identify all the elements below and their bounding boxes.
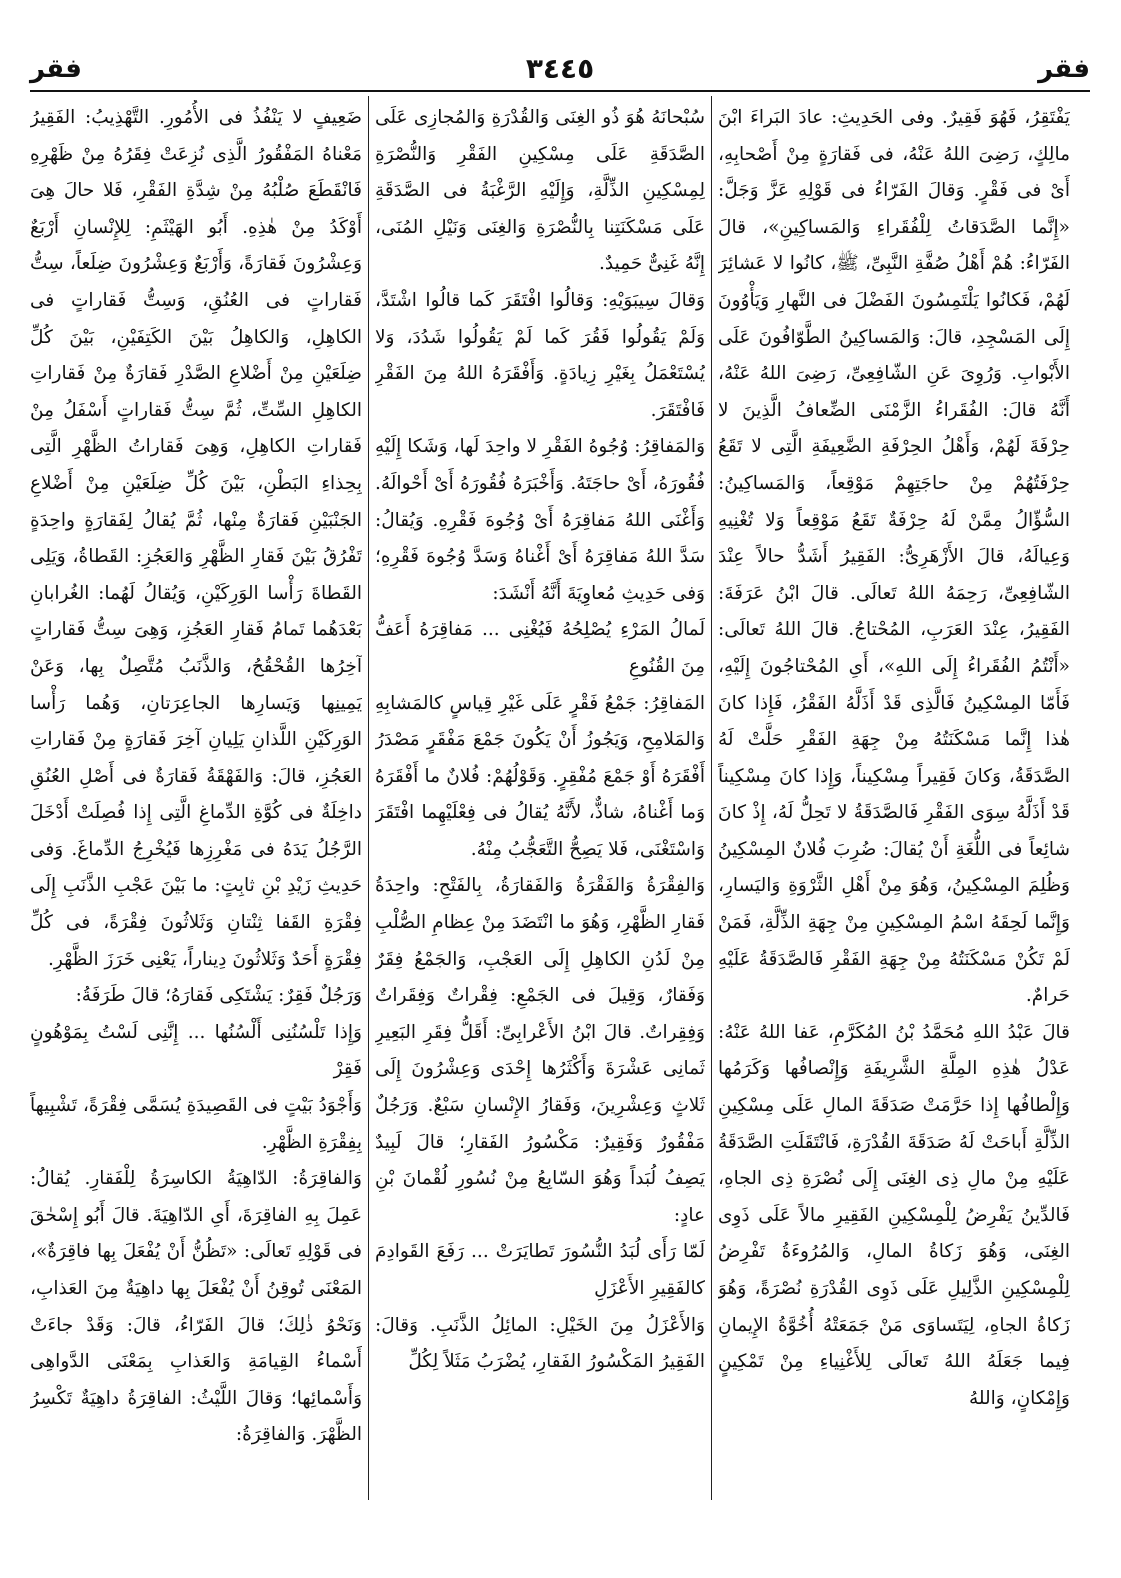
text-column-right xyxy=(718,100,1070,1500)
verse: لَمالُ المَرْءِ يُصْلِحُهُ فَيُغْنِى ... مَفاقِرَهُ أَعَفُّ مِنَ القُنُوعِ xyxy=(375,619,705,677)
column-divider xyxy=(368,96,369,1500)
paragraph: وَقالَ سِيبَوَيْهِ: وَقالُوا افْتَقَرَ كَما قالُوا اشْتَدَّ، وَلَمْ يَقُولُوا فَقُرَ كَما لَمْ يَقُولُوا شَدُدَ، وَلا يُسْتَعْمَلُ بِغَيْرِ زِيادَةٍ. وَأَفْقَرَهُ اللهُ مِنَ الفَقْرِ فَافْتَقَرَ. xyxy=(375,289,705,421)
verse: لَمّا رَأَى لُبَدُ النُّسُورَ تَطايَرَتْ ... رَفَعَ القَوادِمَ كالفَقِيرِ الأَعْزَلِ xyxy=(375,1241,705,1299)
paragraph: وَرَجُلٌ فَقِرٌ: يَشْتَكِى فَقارَهُ؛ قالَ طَرَفَةُ: xyxy=(75,985,362,1007)
header-rule xyxy=(30,90,1090,92)
paragraph: وَالفاقِرَةُ: الدّاهِيَةُ الكاسِرَةُ لِلْفَقارِ. يُقالُ: عَمِلَ بِهِ الفاقِرَةَ، أَىِ الدّاهِيَةَ. قالَ أَبُو إِسْحٰقَ فى قَوْلِهِ تَعالَى: «تَظُنُّ أَنْ يُفْعَلَ بِها فاقِرَةٌ»، المَعْنَى تُوقِنُ أَنْ يُفْعَلَ بِها داهِيَةٌ مِنَ العَذابِ، وَنَحْوُ ذٰلِكَ؛ قالَ الفَرّاءُ، قالَ: وَقَدْ جاءَتْ أَسْماءُ القِيامَةِ وَالعَذابِ بِمَعْنَى الدَّواهِى وَأَسْمائِها؛ وَقالَ اللَّيْثُ: الفاقِرَةُ داهِيَةٌ تَكْسِرُ الظَّهْرَ. وَالفاقِرَةُ: xyxy=(30,1168,362,1446)
page-header xyxy=(30,50,1090,90)
paragraph: وَالمَفاقِرُ: وُجُوهُ الفَقْرِ لا واحِدَ لَها، وَشَكا إِلَيْهِ فُقُورَهُ، أَىْ حاجَتَهُ. وَأَخْبَرَهُ فُقُورَهُ أَىْ أَحْوالَهُ. وَأَغْنَى اللهُ مَفاقِرَهُ أَىْ وُجُوهَ فَقْرِهِ. وَيُقالُ: سَدَّ اللهُ مَفاقِرَهُ أَىْ أَغْناهُ وَسَدَّ وُجُوهَ فَقْرِهِ؛ وَفى حَدِيثِ مُعاوِيَةَ أَنَّهُ أَنْشَدَ: xyxy=(375,436,705,604)
paragraph: وَالأَعْزَلُ مِنَ الخَيْلِ: المائِلُ الذَّنَبِ. وَقالَ: الفَقِيرُ المَكْسُورُ الفَقارِ، يُضْرَبُ مَثَلاً لِكُلِّ xyxy=(375,1314,705,1373)
paragraph: قالَ عَبْدُ اللهِ مُحَمَّدُ بْنُ المُكَرَّمِ، عَفا اللهُ عَنْهُ: عَدْلُ هٰذِهِ المِلَّةِ الشَّرِيفَةِ وَإِنْصافُها وَكَرَمُها وَإِلْطافُها إِذا حَرَّمَتْ صَدَقَةَ المالِ عَلَى مِسْكِينِ الذِّلَّةِ أَباحَتْ لَهُ صَدَقَةَ القُدْرَةِ، فَانْتَقَلَتِ الصَّدَقَةُ عَلَيْهِ مِنْ مالِ ذِى الغِنَى إِلَى نُصْرَةِ ذِى الجاهِ، فَالدِّينُ يَفْرِضُ لِلْمِسْكِينِ الفَقِيرِ مالاً عَلَى ذَوِى الغِنَى، وَهُوَ زَكاةُ المالِ، وَالمُرُوءَةُ تَفْرِضُ لِلْمِسْكِينِ الذَّلِيلِ عَلَى ذَوِى القُدْرَةِ نُصْرَةً، وَهُوَ زَكاةُ الجاهِ، لِيَتَساوَى مَنْ جَمَعَتْهُ أُخُوَّةُ الإِيمانِ فِيما جَعَلَهُ اللهُ تَعالَى لِلأَغْنِياءِ مِنْ تَمْكِينٍ وَإِمْكانٍ، وَاللهُ xyxy=(718,1021,1070,1409)
column-divider xyxy=(711,96,712,1500)
paragraph: ضَعِيفٍ لا يَنْفُذُ فى الأُمُورِ. التَّهْذِيبُ: الفَقِيرُ مَعْناهُ المَفْقُورُ الَّذِى نُزِعَتْ فِقَرُهُ مِنْ ظَهْرِهِ فَانْقَطَعَ صُلْبُهُ مِنْ شِدَّةِ الفَقْرِ، فَلا حالَ هِىَ أَوْكَدُ مِنْ هٰذِهِ. أَبُو الهَيْثَمِ: لِلإِنْسانِ أَرْبَعٌ وَعِشْرُونَ فَقارَةً، وَأَرْبَعٌ وَعِشْرُونَ ضِلَعاً، سِتُّ فَقاراتٍ فى العُنُقِ، وَسِتُّ فَقاراتٍ فى الكاهِلِ، وَالكاهِلُ بَيْنَ الكَتِفَيْنِ، بَيْنَ كُلِّ ضِلَعَيْنِ مِنْ أَضْلاعِ الصَّدْرِ فَقارَةٌ مِنْ فَقاراتِ الكاهِلِ السِّتِّ، ثُمَّ سِتُّ فَقاراتٍ أَسْفَلُ مِنْ فَقاراتِ الكاهِلِ، وَهِىَ فَقاراتُ الظَّهْرِ الَّتِى بِحِذاءِ البَطْنِ، بَيْنَ كُلِّ ضِلَعَيْنِ مِنْ أَضْلاعِ الجَنْبَيْنِ فَقارَةٌ مِنْها، ثُمَّ يُقالُ لِفَقارَةٍ واحِدَةٍ تَفْرُقُ بَيْنَ فَقارِ الظَّهْرِ وَالعَجُزِ: القَطاةُ، وَيَلِى القَطاةَ رَأْسا الوَرِكَيْنِ، وَيُقالُ لَهُما: الغُرابانِ بَعْدَهُما تَمامُ فَقارِ العَجُزِ، وَهِىَ سِتُّ فَقاراتٍ آخِرُها القُحْقُحُ، وَالذَّنَبُ مُتَّصِلٌ بِها، وَعَنْ يَمِينِها وَيَسارِها الجاعِرَتانِ، وَهُما رَأْسا الوَرِكَيْنِ اللَّذانِ يَلِيانِ آخِرَ فَقارَةٍ مِنْ فَقاراتِ العَجُزِ، قالَ: وَالفَهْقَةُ فَقارَةٌ فى أَصْلِ العُنُقِ داخِلَةٌ فى كُوَّةِ الدِّماغِ الَّتِى إِذا فُصِلَتْ أَدْخَلَ الرَّجُلُ يَدَهُ فى مَغْرِزِها فَيُخْرِجُ الدِّماغَ. وَفى حَدِيثِ زَيْدِ بْنِ ثابِتٍ: ما بَيْنَ عَجْبِ الذَّنَبِ إِلَى فِقْرَةِ القَفا ثِنْتانِ وَثَلاثُونَ فِقْرَةً، فى كُلِّ فِقْرَةٍ أَحَدٌ وَثَلاثُونَ دِيناراً، يَعْنِى خَرَزَ الظَّهْرِ. xyxy=(30,107,362,970)
paragraph: يَفْتَقِرُ، فَهُوَ فَقِيرٌ. وفى الحَدِيثِ: عادَ البَراءَ ابْنَ مالِكٍ، رَضِىَ اللهُ عَنْهُ، فى فَقارَةٍ مِنْ أَصْحابِهِ، أَىْ فى فَقْرٍ. وَقالَ الفَرّاءُ فى قَوْلِهِ عَزَّ وَجَلَّ: «إِنَّما الصَّدَقاتُ لِلْفُقَراءِ وَالمَساكِينِ»، قالَ الفَرّاءُ: هُمْ أَهْلُ صُفَّةِ النَّبِىِّ، ﷺ، كانُوا لا عَشائِرَ لَهُمْ، فَكانُوا يَلْتَمِسُونَ الفَضْلَ فى النَّهارِ وَيَأْوُونَ إِلَى المَسْجِدِ، قالَ: وَالمَساكِينُ الطَّوّافُونَ عَلَى الأَبْوابِ. وَرُوِىَ عَنِ الشّافِعِىِّ، رَضِىَ اللهُ عَنْهُ، أَنَّهُ قالَ: الفُقَراءُ الزَّمْنَى الضِّعافُ الَّذِينَ لا حِرْفَةَ لَهُمْ، وَأَهْلُ الحِرْفَةِ الضَّعِيفَةِ الَّتِى لا تَقَعُ حِرْفَتُهُمْ مِنْ حاجَتِهِمْ مَوْقِعاً، وَالمَساكِينُ: السُّؤّالُ مِمَّنْ لَهُ حِرْفَةٌ تَقَعُ مَوْقِعاً وَلا تُغْنِيهِ وَعِيالَهُ، قالَ الأَزْهَرِىُّ: الفَقِيرُ أَشَدُّ حالاً عِنْدَ الشّافِعِىِّ، رَحِمَهُ اللهُ تَعالَى. قالَ ابْنُ عَرَفَةَ: الفَقِيرُ، عِنْدَ العَرَبِ، المُحْتاجُ. قالَ اللهُ تَعالَى: «أَنْتُمُ الفُقَراءُ إِلَى اللهِ»، أَىِ المُحْتاجُونَ إِلَيْهِ، فَأَمّا المِسْكِينُ فَالَّذِى قَدْ أَذَلَّهُ الفَقْرُ، فَإِذا كانَ هٰذا إِنَّما مَسْكَنَتُهُ مِنْ جِهَةِ الفَقْرِ حَلَّتْ لَهُ الصَّدَقَةُ، وَكانَ فَقِيراً مِسْكِيناً، وَإِذا كانَ مِسْكِيناً قَدْ أَذَلَّهُ سِوَى الفَقْرِ فَالصَّدَقَةُ لا تَحِلُّ لَهُ، إِذْ كانَ شائِعاً فى اللُّغَةِ أَنْ يُقالَ: ضُرِبَ فُلانٌ المِسْكِينُ وَظُلِمَ المِسْكِينُ، وَهُوَ مِنْ أَهْلِ الثَّرْوَةِ وَاليَسارِ، وَإِنَّما لَحِقَهُ اسْمُ المِسْكِينِ مِنْ جِهَةِ الذِّلَّةِ، فَمَنْ لَمْ تَكُنْ مَسْكَنَتُهُ مِنْ جِهَةِ الفَقْرِ فَالصَّدَقَةُ عَلَيْهِ حَرامٌ. xyxy=(718,107,1070,1007)
text-column-left xyxy=(30,100,362,1500)
paragraph: المَفاقِرُ: جَمْعُ فَقْرٍ عَلَى غَيْرِ قِياسٍ كالمَشابِهِ وَالمَلامِحِ، وَيَجُوزُ أَنْ يَكُونَ جَمْعَ مَفْقَرٍ مَصْدَرُ أَفْقَرَهُ أَوْ جَمْعَ مُفْقِرٍ. وَقَوْلُهُمْ: فُلانٌ ما أَفْقَرَهُ وَما أَغْناهُ، شاذٌّ، لأَنَّهُ يُقالُ فى فِعْلَيْهِما افْتَقَرَ وَاسْتَغْنَى، فَلا يَصِحُّ التَّعَجُّبُ مِنْهُ. xyxy=(375,692,705,860)
page-number: ٣٤٤٥ xyxy=(525,52,595,85)
verse: وَإِذا تَلْسُنُنِى أَلْسُنُها ... إِنَّنِى لَسْتُ بِمَوْهُونٍ فَقِرْ xyxy=(30,1021,362,1080)
right-running-headword: فقر xyxy=(1038,54,1090,84)
left-running-headword: فقر xyxy=(30,54,82,84)
paragraph: وَالفِقْرَةُ وَالفَقْرَةُ وَالفَقارَةُ، بِالفَتْحِ: واحِدَةُ فَقارِ الظَّهْرِ، وَهُوَ ما انْتَضَدَ مِنْ عِظامِ الصُّلْبِ مِنْ لَدُنِ الكاهِلِ إِلَى العَجْبِ، وَالجَمْعُ فِقَرٌ وَفَقارٌ، وَقِيلَ فى الجَمْعِ: فِقْراتٌ وَفِقَراتٌ وَفِقِراتٌ. قالَ ابْنُ الأَعْرابِىِّ: أَقَلُّ فِقَرِ البَعِيرِ ثَمانِى عَشْرَةَ وَأَكْثَرُها إِحْدَى وَعِشْرُونَ إِلَى ثَلاثٍ وَعِشْرِينَ، وَفَقارُ الإِنْسانِ سَبْعٌ. وَرَجُلٌ مَفْقُورٌ وَفَقِيرٌ: مَكْسُورُ الفَقارِ؛ قالَ لَبِيدٌ يَصِفُ لُبَداً وَهُوَ السّابِعُ مِنْ نُسُورِ لُقْمانَ بْنِ عادٍ: xyxy=(375,875,705,1226)
paragraph: سُبْحانَهُ هُوَ ذُو الغِنَى وَالقُدْرَةِ وَالمُجازِى عَلَى الصَّدَقَةِ عَلَى مِسْكِينِ الفَقْرِ وَالنُّصْرَةِ لِمِسْكِينِ الذِّلَّةِ، وَإِلَيْهِ الرَّغْبَةُ فى الصَّدَقَةِ عَلَى مَسْكَنَتِنا بِالنُّصْرَةِ وَالغِنَى وَنَيْلِ المُنَى، إِنَّهُ غَنِىٌّ حَمِيدٌ. xyxy=(375,107,705,275)
text-column-middle xyxy=(375,100,705,1500)
paragraph: وَأَجْوَدُ بَيْتٍ فى القَصِيدَةِ يُسَمَّى فِقْرَةً، تَشْبِيهاً بِفِقْرَةِ الظَّهْرِ. xyxy=(30,1095,362,1153)
